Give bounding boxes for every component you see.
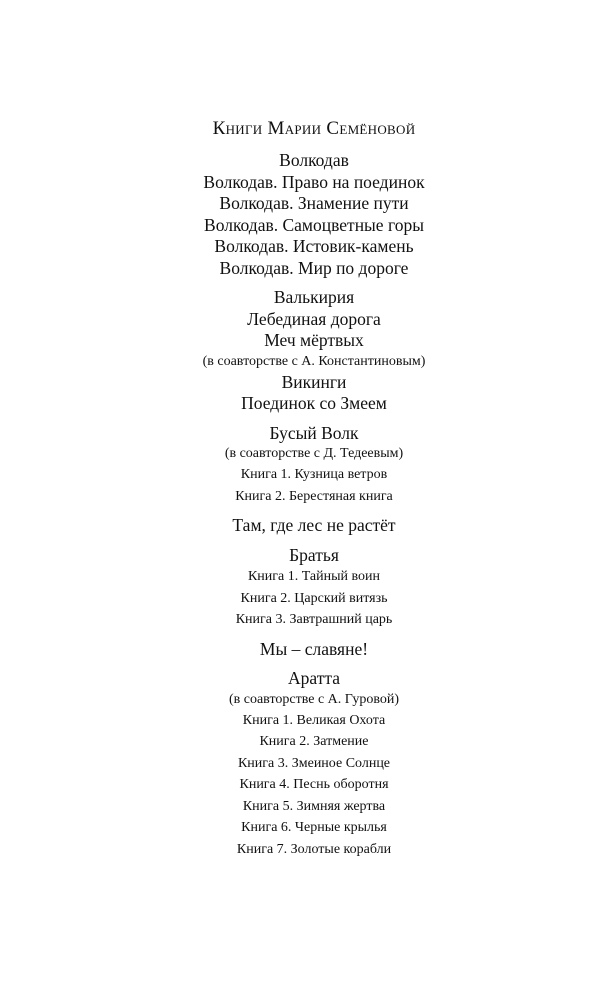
- book-volume: Книга 1. Тайный воин: [247, 569, 381, 584]
- book-volume: Книга 2. Царский витязь: [240, 590, 388, 606]
- book-title: Волкодав: [279, 150, 349, 170]
- book-title: Волкодав. Знамение пути: [219, 193, 409, 213]
- book-title: Валькирия: [273, 287, 355, 307]
- book-title: Волкодав. Мир по дороге: [219, 257, 409, 278]
- book-group: [0, 639, 608, 661]
- book-list: [0, 150, 608, 868]
- book-group: [0, 423, 608, 508]
- book-title: Волкодав. Право на поединок: [203, 171, 425, 192]
- book-title: Там, где лес не растёт: [232, 515, 396, 535]
- book-volume: Книга 3. Змеиное Солнце: [237, 755, 391, 771]
- book-title: Мы – славяне!: [259, 638, 369, 659]
- book-volume: Книга 2. Затмение: [259, 734, 369, 749]
- coauthor-note: (в соавторстве с А. Гуровой): [228, 691, 400, 707]
- book-volume: Книга 6. Черные крылья: [241, 820, 387, 835]
- book-volume: Книга 1. Великая Охота: [242, 712, 386, 728]
- book-group: [0, 287, 608, 415]
- book-group: [0, 668, 608, 860]
- book-title: Поединок со Змеем: [241, 393, 387, 413]
- book-group: [0, 150, 608, 279]
- book-volume: Книга 2. Берестяная книга: [235, 488, 393, 504]
- book-volume: Книга 4. Песнь оборотня: [239, 777, 389, 792]
- book-title: Аратта: [288, 668, 340, 688]
- book-title: Бусый Волк: [269, 422, 359, 443]
- book-volume: Книга 5. Зимняя жертва: [242, 798, 386, 814]
- page-heading: Книги Марии Семёновой: [212, 118, 416, 139]
- book-title: Викинги: [281, 371, 347, 392]
- book-group: [0, 515, 608, 537]
- book-group: [0, 545, 608, 631]
- book-title: Волкодав. Самоцветные горы: [204, 214, 424, 235]
- coauthor-note: (в соавторстве с А. Константиновым): [202, 353, 426, 369]
- book-volume: Книга 3. Завтрашний царь: [235, 612, 393, 627]
- coauthor-note: (в соавторстве с Д. Тедеевым): [224, 446, 404, 461]
- book-title: Меч мёртвых: [264, 330, 364, 350]
- book-title: Братья: [289, 544, 339, 565]
- book-volume: Книга 7. Золотые корабли: [236, 841, 392, 857]
- book-title: Лебединая дорога: [247, 308, 381, 329]
- book-title: Волкодав. Истовик-камень: [214, 236, 414, 256]
- book-volume: Книга 1. Кузница ветров: [240, 467, 388, 482]
